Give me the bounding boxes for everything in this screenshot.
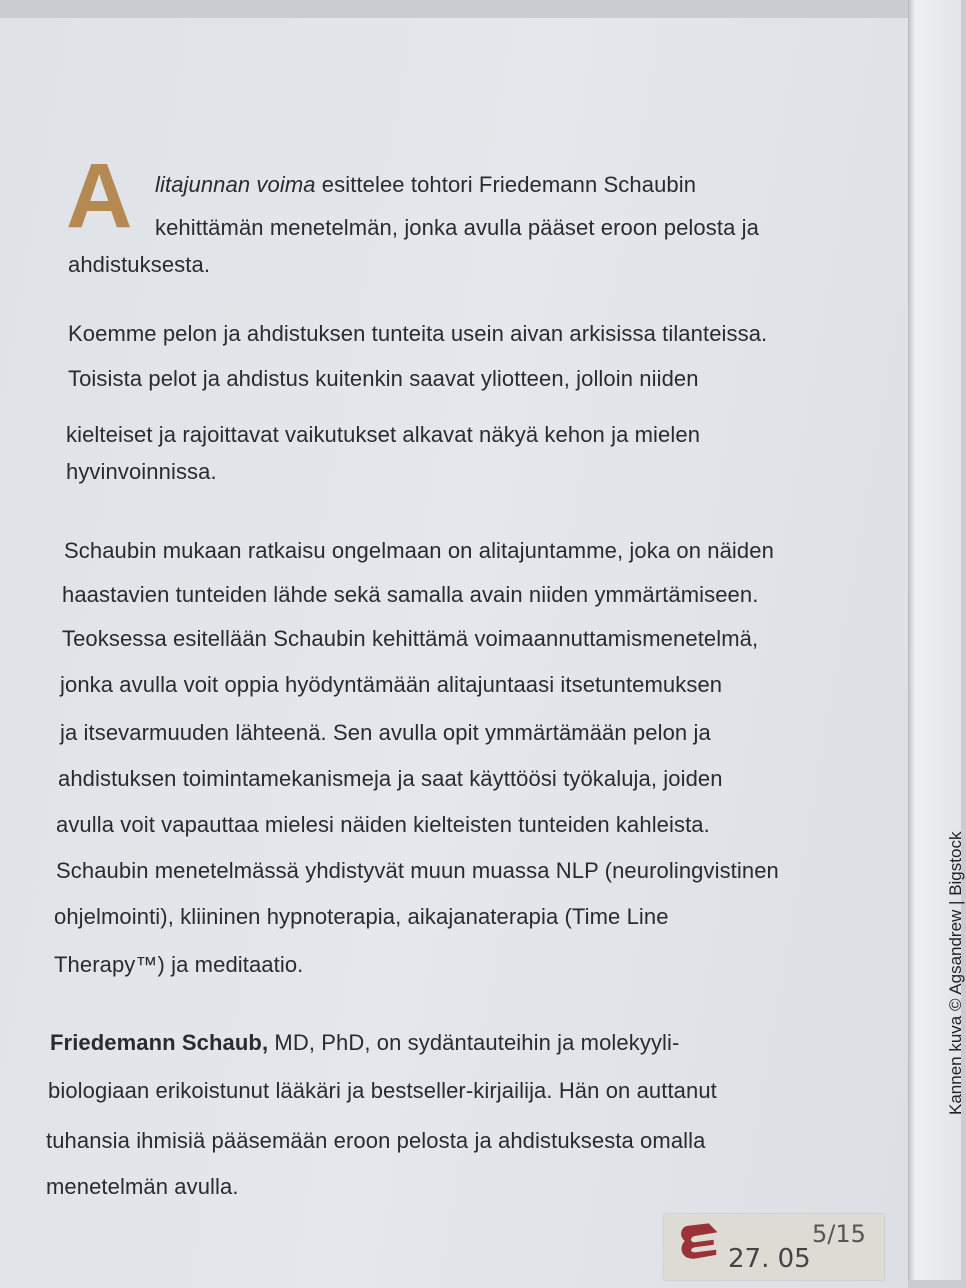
- price-sticker: [664, 1214, 884, 1280]
- line-text: jonka avulla voit oppia hyödyntämään alitajuntaasi itsetuntemuksen: [60, 672, 723, 697]
- line-text: ohjelmointi), kliininen hypnoterapia, aikajanaterapia (Time Line: [54, 904, 669, 929]
- line-text: kehittämän menetelmän, jonka avulla pääset eroon pelosta ja: [155, 215, 759, 240]
- intro-line: [155, 215, 759, 241]
- paragraph-3-line: [62, 582, 758, 608]
- line-text: Koemme pelon ja ahdistuksen tunteita usein aivan arkisissa tilanteissa.: [68, 321, 768, 346]
- intro-line: [68, 252, 210, 278]
- paragraph-3-line: [60, 720, 711, 746]
- line-text: haastavien tunteiden lähde sekä samalla avain niiden ymmärtämiseen.: [62, 582, 759, 607]
- line-text: avulla voit vapauttaa mielesi näiden kielteisten tunteiden kahleista.: [56, 812, 710, 837]
- paragraph-3-line: [62, 626, 758, 652]
- paragraph-3-line: [54, 952, 303, 978]
- line-text: biologiaan erikoistunut lääkäri ja bestseller-kirjailija. Hän on auttanut: [48, 1078, 717, 1103]
- sticker-date: 27. 05: [728, 1244, 811, 1274]
- line-text: Teoksessa esitellään Schaubin kehittämä voimaannuttamismenetelmä,: [62, 626, 759, 651]
- line-text: ahdistuksen toimintamekanismeja ja saat käyttöösi työkaluja, joiden: [58, 766, 723, 791]
- paragraph-3-line: [56, 858, 779, 884]
- line-text: MD, PhD, on sydäntauteihin ja molekyyli-: [268, 1030, 680, 1055]
- paragraph-3-line: [56, 812, 710, 838]
- line-text: Therapy™) ja meditaatio.: [54, 952, 304, 977]
- line-text: Schaubin mukaan ratkaisu ongelmaan on alitajuntamme, joka on näiden: [64, 538, 774, 563]
- line-text: esittelee tohtori Friedemann Schaubin: [315, 172, 697, 197]
- line-text: ahdistuksesta.: [68, 252, 211, 277]
- paragraph-2-line: [66, 459, 217, 485]
- intro-line: [155, 172, 696, 198]
- line-text: Toisista pelot ja ahdistus kuitenkin saavat yliotteen, jolloin niiden: [68, 366, 699, 391]
- line-text: tuhansia ihmisiä pääsemään eroon pelosta ja ahdistuksesta omalla: [46, 1128, 706, 1153]
- line-text: hyvinvoinnissa.: [66, 459, 217, 484]
- paragraph-2-line: [68, 366, 699, 392]
- paragraph-3-line: [54, 904, 669, 930]
- book-title-italic: litajunnan voima: [155, 172, 316, 197]
- sticker-price: 5/15: [812, 1220, 866, 1248]
- paragraph-3-line: [60, 672, 722, 698]
- paragraph-3-line: [58, 766, 723, 792]
- line-text: ja itsevarmuuden lähteenä. Sen avulla opit ymmärtämään pelon ja: [60, 720, 711, 745]
- bio-line: [48, 1078, 717, 1104]
- author-name: Friedemann Schaub,: [50, 1030, 269, 1055]
- bio-line: [46, 1128, 705, 1154]
- line-text: menetelmän avulla.: [46, 1174, 239, 1199]
- bio-line: [46, 1174, 239, 1200]
- book-logo-icon: [676, 1222, 720, 1260]
- line-text: Schaubin menetelmässä yhdistyvät muun muassa NLP (neurolingvistinen: [56, 858, 779, 883]
- cover-credit: Kannen kuva © Agsandrew | Bigstock: [946, 831, 965, 1115]
- paragraph-3-line: [64, 538, 774, 564]
- paragraph-2-line: [68, 321, 767, 347]
- drop-cap: A: [66, 145, 133, 247]
- line-text: kielteiset ja rajoittavat vaikutukset alkavat näkyä kehon ja mielen: [66, 422, 701, 447]
- paragraph-2-line: [66, 422, 700, 448]
- bio-line: [50, 1030, 679, 1056]
